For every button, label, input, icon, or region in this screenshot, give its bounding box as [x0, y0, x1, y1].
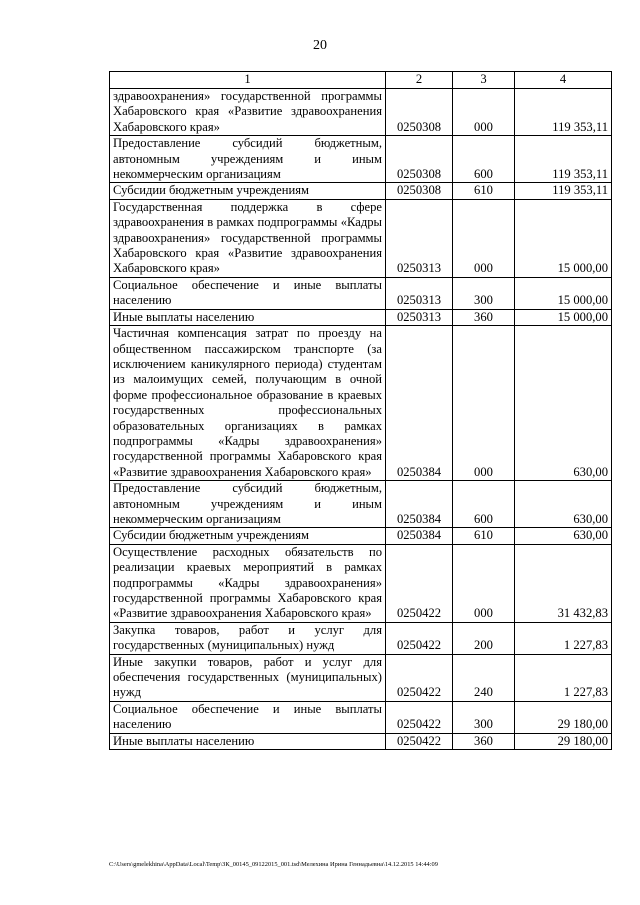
- table-row: [110, 622, 612, 654]
- row-target-code: 0250384: [386, 326, 453, 481]
- row-amount: 630,00: [515, 326, 612, 481]
- row-name: Частичная компенсация затрат по проезду на общественном пассажирском транспорте (за исключением каникулярного периода) студентам из малоимущих семей, получающим в очной форме профессиональное образование в краевых государственных профессиональных образовательных организациях в рамках подпрограммы «Кадры здравоохранения» государственной программы Хабаровского края «Развитие здравоохранения Хабаровского края»: [110, 326, 386, 481]
- row-target-code: 0250313: [386, 277, 453, 309]
- table-row: [110, 183, 612, 199]
- row-name: Субсидии бюджетным учреждениям: [110, 528, 386, 544]
- table-row: [110, 654, 612, 701]
- table-row: [110, 326, 612, 481]
- row-target-code: 0250422: [386, 622, 453, 654]
- row-name: Социальное обеспечение и иные выплаты населению: [110, 701, 386, 733]
- table-row: [110, 199, 612, 277]
- row-name: Иные закупки товаров, работ и услуг для обеспечения государственных (муниципальных) нужд: [110, 654, 386, 701]
- row-expense-type: 200: [453, 622, 515, 654]
- row-amount: 119 353,11: [515, 89, 612, 136]
- column-header-2: 2: [386, 72, 453, 89]
- row-name: Предоставление субсидий бюджетным, автономным учреждениям и иным некоммерческим организациям: [110, 481, 386, 528]
- row-name: Осуществление расходных обязательств по реализации краевых мероприятий в рамках подпрограммы «Кадры здравоохранения» государственной программы Хабаровского края «Развитие здравоохранения Хабаровского края»: [110, 544, 386, 622]
- row-target-code: 0250384: [386, 528, 453, 544]
- column-header-3: 3: [453, 72, 515, 89]
- row-target-code: 0250422: [386, 654, 453, 701]
- row-expense-type: 610: [453, 183, 515, 199]
- row-target-code: 0250313: [386, 309, 453, 325]
- row-amount: 29 180,00: [515, 701, 612, 733]
- table-row: [110, 701, 612, 733]
- row-amount: 630,00: [515, 528, 612, 544]
- table-row: [110, 733, 612, 749]
- row-amount: 630,00: [515, 481, 612, 528]
- row-target-code: 0250308: [386, 183, 453, 199]
- table-row: [110, 277, 612, 309]
- row-expense-type: 000: [453, 199, 515, 277]
- row-expense-type: 300: [453, 701, 515, 733]
- page-number: 20: [313, 38, 327, 53]
- row-amount: 15 000,00: [515, 199, 612, 277]
- row-expense-type: 360: [453, 309, 515, 325]
- row-target-code: 0250422: [386, 544, 453, 622]
- row-target-code: 0250308: [386, 136, 453, 183]
- row-expense-type: 600: [453, 481, 515, 528]
- row-target-code: 0250422: [386, 701, 453, 733]
- row-name: Государственная поддержка в сфере здравоохранения в рамках подпрограммы «Кадры здравоохранения» государственной программы Хабаровского края «Развитие здравоохранения Хабаровского края»: [110, 199, 386, 277]
- table-row: [110, 528, 612, 544]
- row-name: Предоставление субсидий бюджетным, автономным учреждениям и иным некоммерческим организациям: [110, 136, 386, 183]
- row-expense-type: 000: [453, 326, 515, 481]
- table-row: [110, 544, 612, 622]
- budget-table: [109, 71, 612, 750]
- row-name: Субсидии бюджетным учреждениям: [110, 183, 386, 199]
- table-row: [110, 309, 612, 325]
- row-name: здравоохранения» государственной программы Хабаровского края «Развитие здравоохранения Хабаровского края»: [110, 89, 386, 136]
- table-row: [110, 136, 612, 183]
- row-expense-type: 360: [453, 733, 515, 749]
- row-amount: 15 000,00: [515, 277, 612, 309]
- row-expense-type: 000: [453, 544, 515, 622]
- table-header-row: [110, 72, 612, 89]
- table-row: [110, 89, 612, 136]
- row-amount: 1 227,83: [515, 622, 612, 654]
- document-footer-path: C:\Users\gmelekhina\AppData\Local\Temp\ЗК_00145_09122015_001.tsd\Мелехина Ирина Геннадьевна\14.12.2015 14:44:09: [109, 861, 438, 868]
- row-target-code: 0250422: [386, 733, 453, 749]
- row-name: Иные выплаты населению: [110, 309, 386, 325]
- row-target-code: 0250313: [386, 199, 453, 277]
- row-amount: 119 353,11: [515, 183, 612, 199]
- row-amount: 31 432,83: [515, 544, 612, 622]
- column-header-4: 4: [515, 72, 612, 89]
- row-expense-type: 240: [453, 654, 515, 701]
- column-header-1: 1: [110, 72, 386, 89]
- row-amount: 29 180,00: [515, 733, 612, 749]
- row-name: Иные выплаты населению: [110, 733, 386, 749]
- table-row: [110, 481, 612, 528]
- row-expense-type: 610: [453, 528, 515, 544]
- row-amount: 1 227,83: [515, 654, 612, 701]
- row-target-code: 0250384: [386, 481, 453, 528]
- row-target-code: 0250308: [386, 89, 453, 136]
- row-expense-type: 000: [453, 89, 515, 136]
- row-name: Социальное обеспечение и иные выплаты населению: [110, 277, 386, 309]
- row-expense-type: 600: [453, 136, 515, 183]
- row-expense-type: 300: [453, 277, 515, 309]
- row-amount: 15 000,00: [515, 309, 612, 325]
- row-name: Закупка товаров, работ и услуг для государственных (муниципальных) нужд: [110, 622, 386, 654]
- row-amount: 119 353,11: [515, 136, 612, 183]
